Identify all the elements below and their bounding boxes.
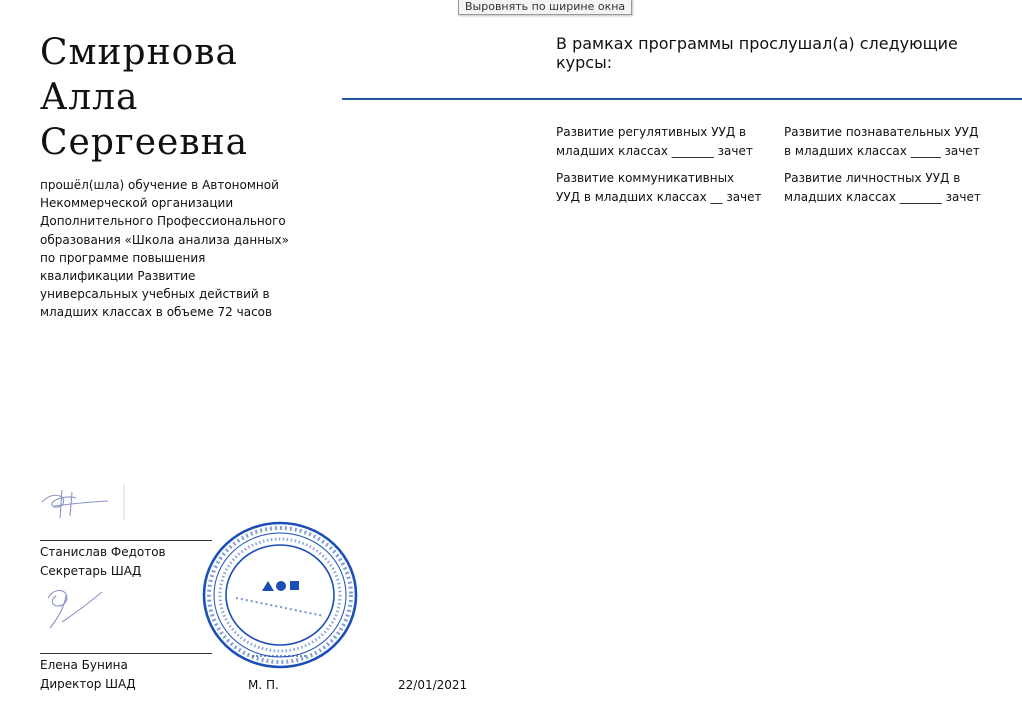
recipient-surname: Смирнова [40, 32, 238, 73]
recipient-patronymic: Сергеевна [40, 122, 249, 163]
course-item [556, 169, 771, 206]
director-role: Директор ШАД [40, 677, 136, 691]
seal-label: М. П. [248, 678, 279, 692]
accent-divider [342, 98, 1022, 100]
course-label: Развитие познавательных УУД в младших классах _____ зачет [784, 125, 980, 158]
director-signature [44, 584, 110, 638]
recipient-name [40, 30, 248, 165]
tooltip: Выровнять по ширине окна [458, 0, 632, 15]
course-label: Развитие коммуникативных УУД в младших классах __ зачет [556, 171, 762, 204]
issue-date: 22/01/2021 [398, 678, 468, 692]
secretary-name: Станислав Федотов [40, 545, 166, 559]
organization-stamp [196, 520, 358, 670]
course-item [784, 169, 999, 206]
secretary-signature [40, 482, 130, 534]
signature-line [40, 540, 212, 541]
director-name: Елена Бунина [40, 658, 128, 672]
course-label: Развитие личностных УУД в младших классах _______ зачет [784, 171, 981, 204]
course-item [784, 123, 999, 160]
signature-line [40, 653, 212, 654]
course-item [556, 123, 771, 160]
secretary-role: Секретарь ШАД [40, 564, 142, 578]
completion-text: прошёл(шла) обучение в Автономной Некоммерческой организации Дополнительного Профессионального образования «Школа анализа данных» по программе повышения квалификации Развитие универсальных учебных действий в младших классах в объеме 72 часов [40, 178, 289, 320]
courses-heading: В рамках программы прослушал(а) следующие курсы: [556, 34, 958, 72]
course-label: Развитие регулятивных УУД в младших классах _______ зачет [556, 125, 753, 158]
recipient-first-name: Алла [40, 77, 139, 118]
